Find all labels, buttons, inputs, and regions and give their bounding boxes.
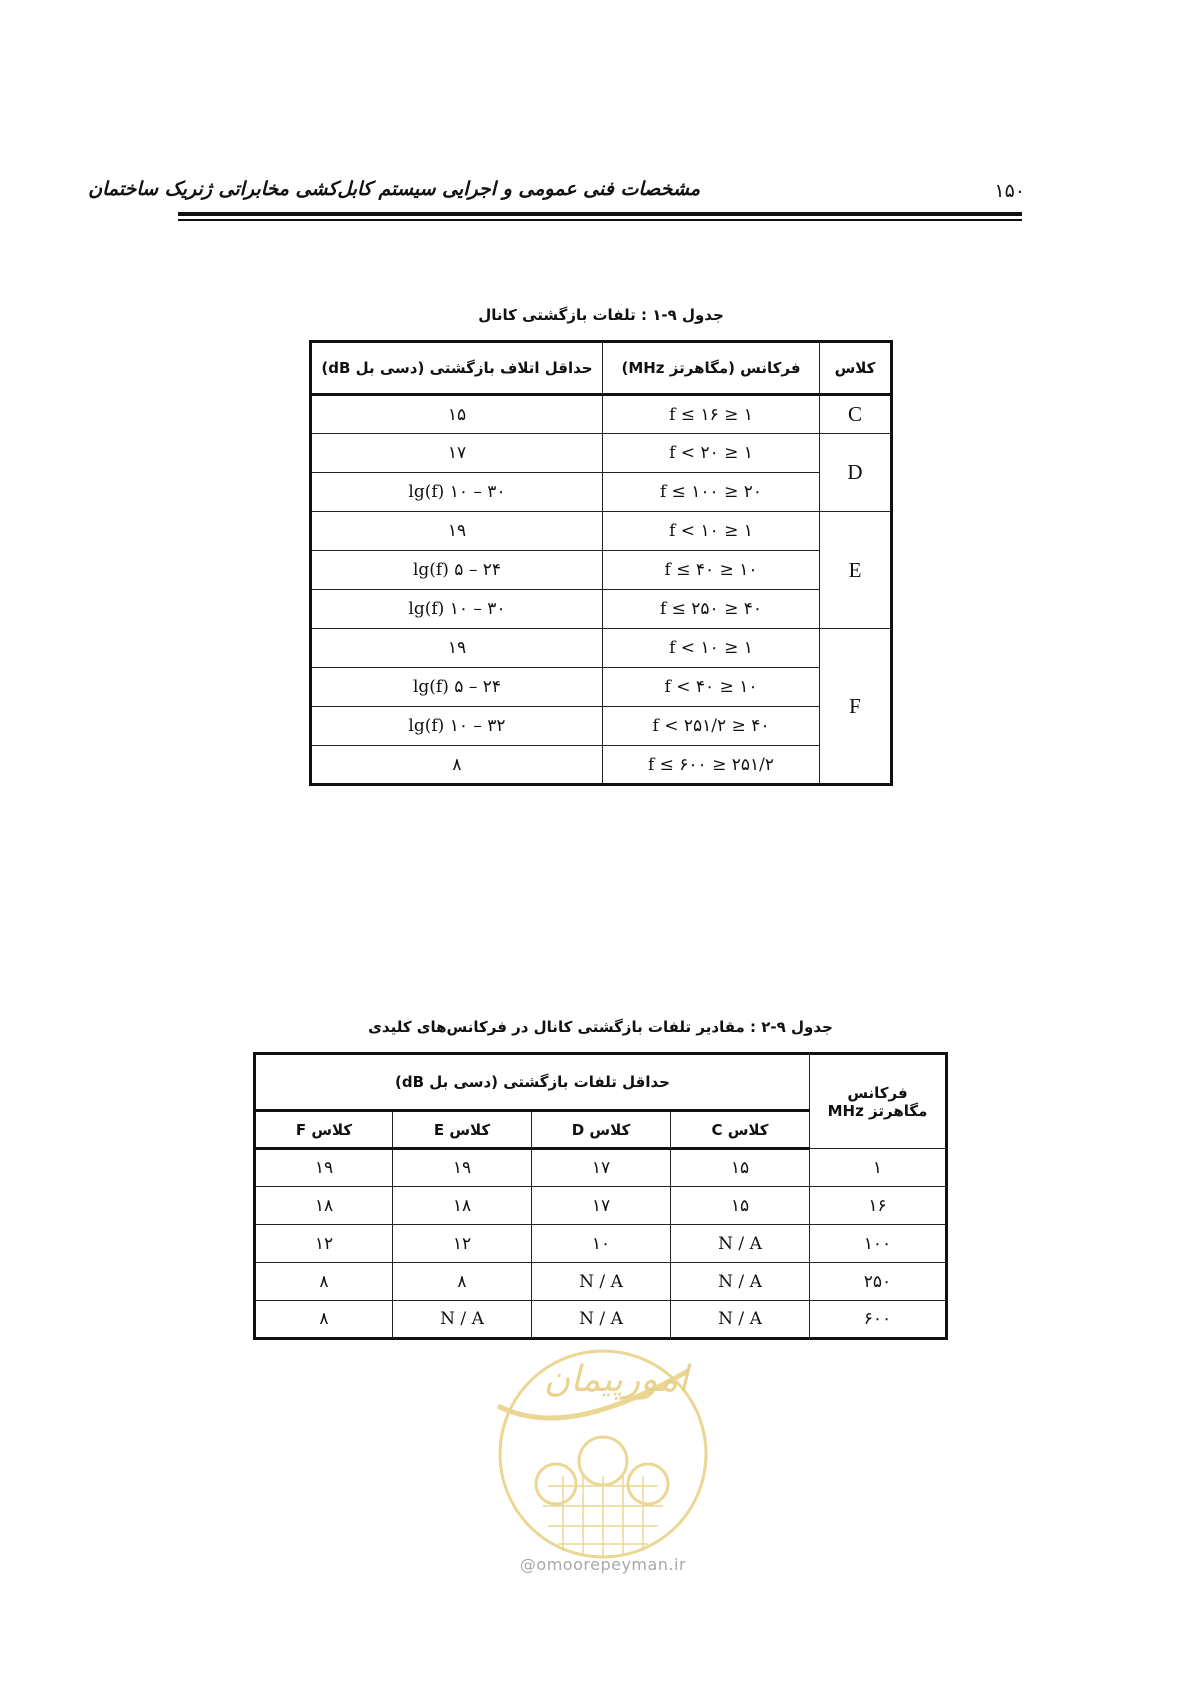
frequency-range-cell: ۱۰ ≤ f ≤ ۴۰ — [603, 551, 820, 590]
class-e-value-cell: N / A — [393, 1301, 532, 1339]
frequency-cell: ۱ — [810, 1149, 947, 1187]
watermark-grid — [543, 1476, 663, 1558]
header-min-loss: حداقل تلفات بازگشتی (دسی بل dB) — [255, 1054, 810, 1111]
table-row — [311, 590, 892, 629]
class-d-value-cell: ۱۰ — [532, 1225, 671, 1263]
table-row — [311, 668, 892, 707]
table2-caption: جدول ۹-۲ : مقادیر تلفات بازگشتی کانال در فرکانس‌های کلیدی — [368, 1018, 833, 1036]
header-class-f: کلاس F — [255, 1111, 393, 1149]
min-return-loss-cell: ۸ — [311, 746, 603, 785]
class-f-value-cell: ۸ — [255, 1301, 393, 1339]
class-d-value-cell: ۱۷ — [532, 1149, 671, 1187]
return-loss-table — [309, 340, 893, 786]
class-cell: C — [820, 395, 892, 434]
table-row — [255, 1187, 947, 1225]
frequency-range-cell: ۱ ≤ f ≤ ۱۶ — [603, 395, 820, 434]
header-class-c: کلاس C — [671, 1111, 810, 1149]
table-row — [311, 395, 892, 434]
table-row — [311, 551, 892, 590]
frequency-range-cell: ۱ ≤ f < ۱۰ — [603, 512, 820, 551]
min-return-loss-cell: ۳۲ – ۱۰ lg(f) — [311, 707, 603, 746]
class-f-value-cell: ۱۸ — [255, 1187, 393, 1225]
page-number: ۱۵۰ — [994, 180, 1025, 202]
class-f-value-cell: ۸ — [255, 1263, 393, 1301]
class-e-value-cell: ۱۲ — [393, 1225, 532, 1263]
table-row — [311, 746, 892, 785]
running-header-title: مشخصات فنی عمومی و اجرایی سیستم کابل‌کشی مخابراتی ژنریک ساختمان — [88, 178, 700, 200]
class-c-value-cell: N / A — [671, 1301, 810, 1339]
table1-caption: جدول ۹-۱ : تلفات بازگشتی کانال — [478, 306, 724, 324]
min-return-loss-cell: ۱۵ — [311, 395, 603, 434]
frequency-range-cell: ۱۰ ≤ f < ۴۰ — [603, 668, 820, 707]
frequency-range-cell: ۴۰ ≤ f < ۲۵۱/۲ — [603, 707, 820, 746]
table-row — [311, 473, 892, 512]
table-row — [255, 1225, 947, 1263]
gear-icon — [628, 1464, 668, 1504]
class-f-value-cell: ۱۲ — [255, 1225, 393, 1263]
class-e-value-cell: ۸ — [393, 1263, 532, 1301]
class-d-value-cell: N / A — [532, 1301, 671, 1339]
header-rule-thick — [178, 212, 1022, 216]
class-e-value-cell: ۱۸ — [393, 1187, 532, 1225]
table-row — [255, 1301, 947, 1339]
frequency-cell: ۱۰۰ — [810, 1225, 947, 1263]
class-c-value-cell: N / A — [671, 1225, 810, 1263]
frequency-cell: ۲۵۰ — [810, 1263, 947, 1301]
class-cell: F — [820, 629, 892, 785]
key-frequency-table — [253, 1052, 948, 1340]
class-c-value-cell: N / A — [671, 1263, 810, 1301]
class-cell: D — [820, 434, 892, 512]
min-return-loss-cell: ۲۴ – ۵ lg(f) — [311, 668, 603, 707]
frequency-range-cell: ۴۰ ≤ f ≤ ۲۵۰ — [603, 590, 820, 629]
class-d-value-cell: N / A — [532, 1263, 671, 1301]
table-row — [255, 1263, 947, 1301]
header-frequency — [810, 1054, 947, 1149]
frequency-range-cell: ۱ ≤ f < ۱۰ — [603, 629, 820, 668]
gear-icon — [536, 1464, 576, 1504]
table-row — [311, 629, 892, 668]
frequency-cell: ۶۰۰ — [810, 1301, 947, 1339]
frequency-unit: مگاهرتز MHz — [827, 1101, 928, 1120]
min-return-loss-cell: ۳۰ – ۱۰ lg(f) — [311, 473, 603, 512]
table-row — [255, 1149, 947, 1187]
table-row — [311, 707, 892, 746]
min-return-loss-cell: ۱۷ — [311, 434, 603, 473]
header-frequency: فرکانس (مگاهرتز MHz) — [603, 342, 820, 395]
class-f-value-cell: ۱۹ — [255, 1149, 393, 1187]
table-row — [311, 434, 892, 473]
table-row — [311, 512, 892, 551]
frequency-range-cell: ۱ ≤ f < ۲۰ — [603, 434, 820, 473]
class-cell: E — [820, 512, 892, 629]
frequency-label: فرکانس — [847, 1083, 908, 1102]
header-min-loss: حداقل اتلاف بازگشتی (دسی بل dB) — [311, 342, 603, 395]
header-class-d: کلاس D — [532, 1111, 671, 1149]
frequency-cell: ۱۶ — [810, 1187, 947, 1225]
min-return-loss-cell: ۳۰ – ۱۰ lg(f) — [311, 590, 603, 629]
header-class-e: کلاس E — [393, 1111, 532, 1149]
header-rule-thin — [178, 219, 1022, 221]
class-c-value-cell: ۱۵ — [671, 1149, 810, 1187]
header-class: کلاس — [820, 342, 892, 395]
class-d-value-cell: ۱۷ — [532, 1187, 671, 1225]
watermark-logo-text: امورپیمان — [543, 1359, 689, 1400]
class-c-value-cell: ۱۵ — [671, 1187, 810, 1225]
class-e-value-cell: ۱۹ — [393, 1149, 532, 1187]
min-return-loss-cell: ۲۴ – ۵ lg(f) — [311, 551, 603, 590]
frequency-range-cell: ۲۰ ≤ f ≤ ۱۰۰ — [603, 473, 820, 512]
min-return-loss-cell: ۱۹ — [311, 512, 603, 551]
min-return-loss-cell: ۱۹ — [311, 629, 603, 668]
frequency-range-cell: ۲۵۱/۲ ≤ f ≤ ۶۰۰ — [603, 746, 820, 785]
watermark-site: @omoorepeyman.ir — [519, 1555, 687, 1574]
